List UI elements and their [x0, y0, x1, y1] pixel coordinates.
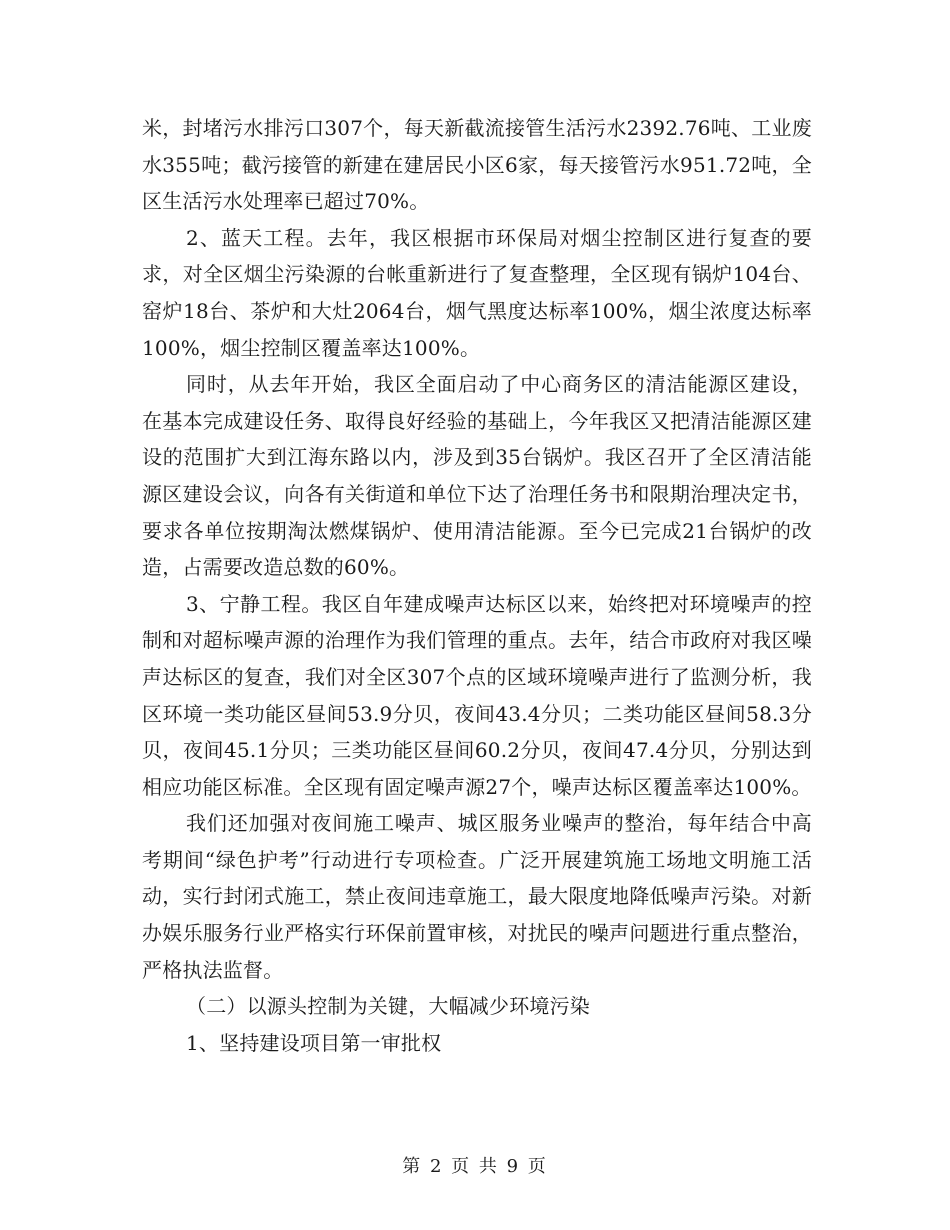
paragraph-sewage-continuation: 米，封堵污水排污口307个，每天新截流接管生活污水2392.76吨、工业废水355吨；截污接管的新建在建居民小区6家，每天接管污水951.72吨，全区生活污水处理率已超过70%。	[142, 116, 812, 214]
paragraph-noise-control: 我们还加强对夜间施工噪声、城区服务业噪声的整治，每年结合中高考期间“绿色护考”行动进行专项检查。广泛开展建筑施工场地文明施工活动，实行封闭式施工，禁止夜间违章施工，最大限度地降低噪声污染。对新办娱乐服务行业严格实行环保前置审核，对扰民的噪声问题进行重点整治，严格执法监督。	[142, 811, 812, 982]
section-heading-source-control: （二）以源头控制为关键，大幅减少环境污染	[186, 994, 590, 1019]
paragraph-clean-energy-zone: 同时，从去年开始，我区全面启动了中心商务区的清洁能源区建设，在基本完成建设任务、取得良好经验的基础上，今年我区又把清洁能源区建设的范围扩大到江海东路以内，涉及到35台锅炉。我区召开了全区清洁能源区建设会议，向各有关街道和单位下达了治理任务书和限期治理决定书，要求各单位按期淘汰燃煤锅炉、使用清洁能源。至今已完成21台锅炉的改造，占需要改造总数的60%。	[142, 372, 812, 580]
page-number-footer: 第 2 页 共 9 页	[402, 1156, 548, 1177]
paragraph-blue-sky-project: 2、蓝天工程。去年，我区根据市环保局对烟尘控制区进行复查的要求，对全区烟尘污染源的台帐重新进行了复查整理，全区现有锅炉104台、窑炉18台、茶炉和大灶2064台，烟气黑度达标率100%，烟尘浓度达标率100%，烟尘控制区覆盖率达100%。	[142, 225, 812, 360]
subsection-heading-approval-right: 1、坚持建设项目第一审批权	[186, 1030, 442, 1055]
paragraph-quiet-project: 3、宁静工程。我区自年建成噪声达标区以来，始终把对环境噪声的控制和对超标噪声源的治理作为我们管理的重点。去年，结合市政府对我区噪声达标区的复查，我们对全区307个点的区域环境噪声进行了监测分析，我区环境一类功能区昼间53.9分贝，夜间43.4分贝；二类功能区昼间58.3分贝，夜间45.1分贝；三类功能区昼间60.2分贝，夜间47.4分贝，分别达到相应功能区标准。全区现有固定噪声源27个，噪声达标区覆盖率达100%。	[142, 591, 812, 799]
document-body	[142, 110, 812, 1061]
